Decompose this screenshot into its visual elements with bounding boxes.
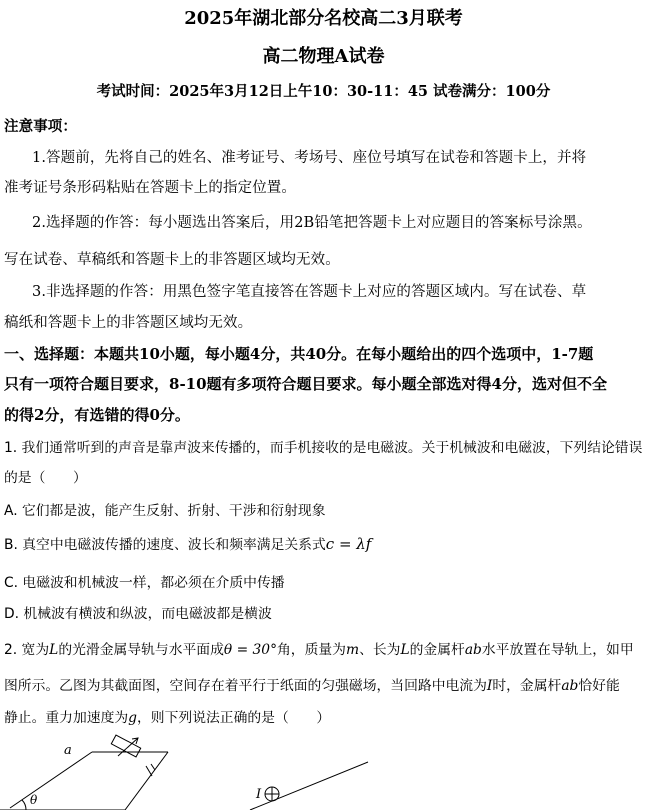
q2-var-ab: ab: [464, 642, 482, 658]
notice-item1-line2: 准考证号条形码粘贴在答题卡上的指定位置。: [4, 180, 296, 196]
q1-option-b: [4, 533, 371, 553]
incline-line: [250, 762, 368, 810]
section1-line3: 的得2分，有选错的得0分。: [4, 406, 190, 424]
q2-var-L: L: [49, 642, 59, 658]
rail-lower: [10, 752, 92, 808]
q2-var-g: g: [128, 710, 138, 726]
battery-plate-long: [146, 766, 152, 776]
rheostat-arrow: [118, 738, 138, 756]
cross-section-figure: [250, 762, 368, 810]
notice-item1-line1: 1.答题前，先将自己的姓名、准考证号、考场号、座位号填写在试卷和答题卡上，并将: [32, 150, 587, 166]
q2-var-I: I: [486, 678, 493, 694]
notice-item2-line1: 2.选择题的作答：每小题选出答案后，用2B铅笔把答题卡上对应题目的答案标号涂黑。: [32, 215, 592, 231]
label-theta: θ: [30, 793, 38, 807]
q1-option-c: C. 电磁波和机械波一样，都必须在介质中传播: [4, 575, 285, 591]
q2-line2: [4, 674, 620, 694]
q2-text: ，则下列说法正确的是（ ）: [137, 710, 331, 726]
q2-text: 图所示。乙图为其截面图，空间存在着平行于纸面的匀强磁场，当回路中电流为: [4, 678, 487, 694]
exam-info: 考试时间：2025年3月12日上午10：30-11：45 试卷满分：100分: [96, 83, 551, 100]
q2-line1: [4, 638, 634, 658]
exam-subtitle: 高二物理A试卷: [262, 46, 385, 67]
angle-arc: [22, 800, 26, 810]
notice-heading: 注意事项：: [4, 118, 77, 135]
q1-option-b-text: B. 真空中电磁波传播的速度、波长和频率满足关系式: [4, 537, 326, 553]
section1-line1: 一、选择题：本题共10小题，每小题4分，共40分。在每小题给出的四个选项中，1-7题: [4, 345, 594, 363]
q1-stem-line1: 1. 我们通常听到的声音是靠声波来传播的，而手机接收的是电磁波。关于机械波和电磁波，下列结论错误: [4, 440, 643, 456]
q2-var-ab: ab: [561, 678, 579, 694]
incline-figure: [0, 735, 168, 810]
q2-text: 时，金属杆: [492, 678, 562, 694]
q1-option-b-formula: c = λf: [325, 535, 372, 553]
q2-text: 的光滑金属导轨与水平面成: [58, 642, 224, 658]
section1-line2: 只有一项符合题目要求，8-10题有多项符合题目要求。每小题全部选对得4分，选对但不全: [4, 375, 607, 393]
q2-var-L: L: [400, 642, 410, 658]
q2-text: 恰好能: [578, 678, 620, 694]
label-I: I: [256, 787, 262, 802]
exam-title: 2025年湖北部分名校高二3月联考: [184, 8, 463, 29]
q2-text: 、长为: [359, 642, 401, 658]
q2-text: 2. 宽为: [4, 642, 50, 658]
battery-plate-short: [151, 764, 155, 770]
q2-line3: [4, 706, 330, 726]
notice-item3-line2: 稿纸和答题卡上的非答题区域均无效。: [4, 315, 253, 331]
q1-option-d: D. 机械波有横波和纵波，而电磁波都是横波: [4, 606, 272, 622]
q2-var-theta: θ = 30°: [223, 642, 277, 658]
notice-item2-line2: 写在试卷、草稿纸和答题卡上的非答题区域均无效。: [4, 252, 340, 268]
notice-item3-line1: 3.非选择题的作答：用黑色签字笔直接答在答题卡上对应的答题区域内。写在试卷、草: [32, 284, 587, 300]
label-a: a: [64, 743, 72, 758]
q2-text: 水平放置在导轨上，如甲: [481, 642, 634, 658]
q1-stem-line2: 的是（ ）: [4, 470, 87, 486]
q2-text: 的金属杆: [409, 642, 465, 658]
q2-diagram: [0, 732, 647, 810]
rail-side: [125, 752, 168, 810]
q2-text: 角，质量为: [276, 642, 346, 658]
q1-option-a: A. 它们都是波，能产生反射、折射、干涉和衍射现象: [4, 503, 326, 519]
q2-text: 静止。重力加速度为: [4, 710, 129, 726]
q2-var-m: m: [345, 642, 360, 658]
